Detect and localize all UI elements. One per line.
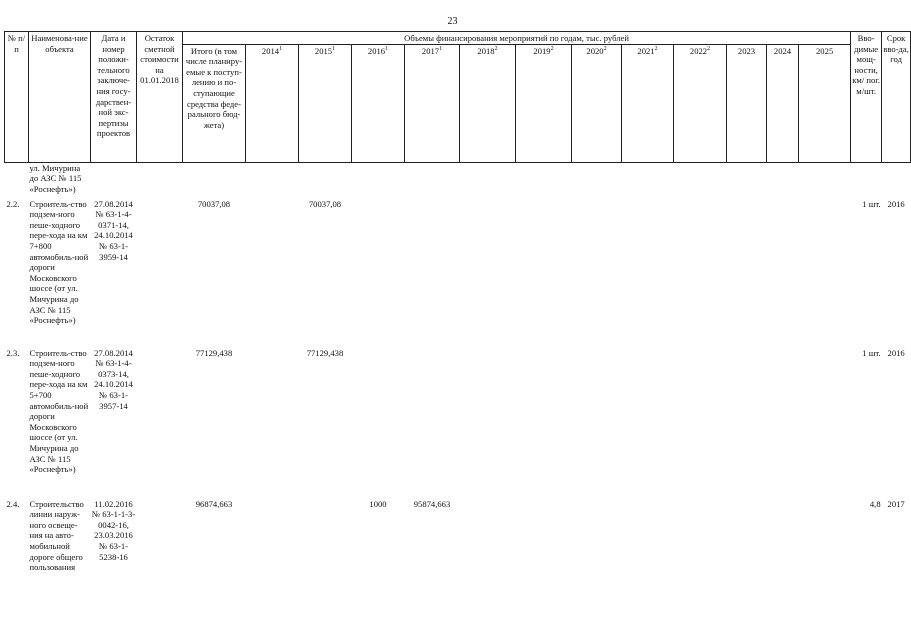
row-number: 2.3. bbox=[6, 347, 20, 358]
header-term: Срок вво-да, год bbox=[882, 32, 911, 163]
table-row bbox=[5, 496, 911, 579]
total-value: 77129,438 bbox=[195, 347, 233, 358]
year-2017-value bbox=[405, 345, 460, 496]
capacity-value: 1 шт. bbox=[862, 198, 881, 209]
total-value: 96874,663 bbox=[195, 498, 233, 509]
header-year: 2015$^1$ bbox=[299, 44, 352, 162]
capacity-value: 1 шт. bbox=[862, 347, 881, 358]
balance-value bbox=[137, 345, 183, 496]
table-row-continuation bbox=[5, 162, 911, 195]
header-year: 2021$^2$ bbox=[622, 44, 674, 162]
header-financing-group: Объемы финансирования мероприятий по годам, тыс. рублей bbox=[183, 32, 851, 45]
header-date: Дата и номер положи-тельного заключе-ния госу-дарствен-ной экс-пертизы проектов bbox=[91, 32, 137, 163]
year-2014-value bbox=[246, 496, 299, 579]
header-year: 2020$^2$ bbox=[572, 44, 622, 162]
balance-value bbox=[137, 496, 183, 579]
term-value: 2016 bbox=[887, 198, 905, 209]
capacity-value: 4,8 bbox=[869, 498, 881, 509]
row-number: 2.2. bbox=[6, 198, 20, 209]
header-balance: Остаток сметной стоимости на 01.01.2018 bbox=[137, 32, 183, 163]
balance-value bbox=[137, 195, 183, 345]
year-2016-value bbox=[352, 345, 405, 496]
year-2015-value: 70037,08 bbox=[308, 198, 342, 209]
expertise-ref: 27.08.2014 № 63-1-4-0373-14, 24.10.2014 № 63-1-3957-14 bbox=[94, 347, 133, 411]
financing-table bbox=[4, 31, 911, 579]
header-year: 2022$^2$ bbox=[674, 44, 727, 162]
expertise-ref: 11.02.2016 № 63-1-1-3-0042-16, 23.03.2016 № 63-1-5238-16 bbox=[91, 498, 136, 562]
continuation-text: ул. Мичурина до АЗС № 115 «Роснефть») bbox=[29, 162, 82, 194]
year-2017-value: 95874,663 bbox=[413, 498, 451, 509]
header-name: Наименова-ние объекта bbox=[29, 32, 91, 163]
header-year: 2023 bbox=[727, 44, 767, 162]
year-2014-value bbox=[246, 195, 299, 345]
object-name: Строительство линии наруж-ного освеще-ния на авто-мобильной дороге общего пользования bbox=[29, 498, 84, 573]
year-2017-value bbox=[405, 195, 460, 345]
year-2014-value bbox=[246, 345, 299, 496]
term-value: 2016 bbox=[887, 347, 905, 358]
header-num: № п/п bbox=[5, 32, 29, 163]
header-year: 2018$^2$ bbox=[460, 44, 516, 162]
year-2016-value bbox=[352, 195, 405, 345]
term-value: 2017 bbox=[887, 498, 905, 509]
header-year: 2017$^1$ bbox=[405, 44, 460, 162]
object-name: Строитель-ство подзем-ного пеше-ходного пере-хода на км 7+800 автомобиль-ной дороги Московского шоссе (от ул. Мичурина до АЗС № 115 «Роснефть») bbox=[29, 198, 89, 326]
header-year: 2025 bbox=[799, 44, 851, 162]
header-total: Итого (в том числе планиру-емые к поступ-лению и по-ступающие средства феде-рального бюд-жета) bbox=[183, 44, 246, 162]
table-row bbox=[5, 345, 911, 496]
year-2015-value: 77129,438 bbox=[306, 347, 344, 358]
object-name: Строитель-ство подзем-ного пеше-ходного пере-хода на км 5+700 автомобиль-ной дороги Московского шоссе (от ул. Мичурина до АЗС № 115 «Роснефть») bbox=[29, 347, 89, 475]
expertise-ref: 27.08.2014 № 63-1-4-0371-14, 24.10.2014 № 63-1-3959-14 bbox=[94, 198, 133, 262]
header-year: 2019$^2$ bbox=[516, 44, 572, 162]
row-number: 2.4. bbox=[6, 498, 20, 509]
header-year: 2016$^1$ bbox=[352, 44, 405, 162]
total-value: 70037,08 bbox=[197, 198, 231, 209]
header-year: 2014$^1$ bbox=[246, 44, 299, 162]
year-2015-value bbox=[299, 496, 352, 579]
page-number: 23 bbox=[447, 16, 458, 27]
year-2016-value: 1000 bbox=[369, 498, 387, 509]
header-capacity: Вво-димые мощ-ности, км/ пог. м/шт. bbox=[851, 32, 882, 163]
table-row bbox=[5, 195, 911, 345]
header-year: 2024 bbox=[767, 44, 799, 162]
